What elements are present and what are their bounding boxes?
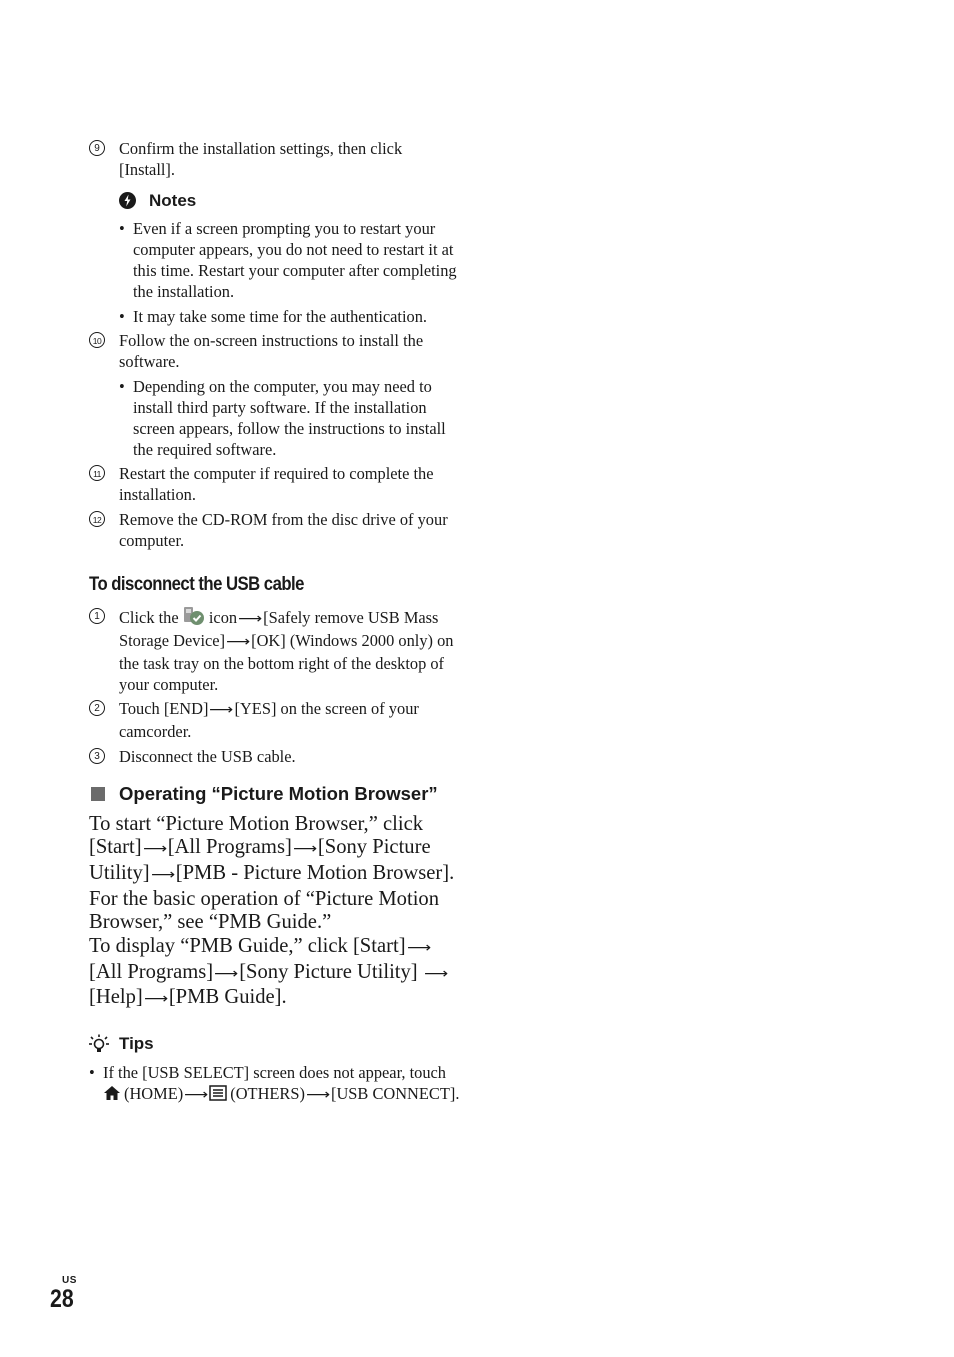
notes-heading-text: Notes: [149, 191, 197, 210]
step-text: Restart the computer if required to complete the installation.: [119, 464, 434, 504]
step-text-rest: [Safely remove USB Mass Storage Device]: [119, 607, 439, 650]
safely-remove-usb-icon: [183, 606, 205, 626]
step-text: Follow the on-screen instructions to install the software.: [119, 331, 424, 371]
pmb-text: To display “PMB Guide,” click [Start]: [89, 935, 406, 958]
pmb-heading-text: Operating “Picture Motion Browser”: [119, 782, 438, 804]
pmb-paragraph-3: [89, 935, 461, 1012]
step-11: [89, 463, 461, 505]
notes-heading: [119, 190, 461, 212]
pmb-text: [All Programs]: [89, 960, 214, 983]
page-number: 28: [50, 1285, 74, 1313]
step-12: [89, 509, 461, 551]
tip-text: [USB CONNECT].: [331, 1084, 460, 1104]
pmb-heading: [89, 781, 461, 807]
tip-item: [89, 1062, 461, 1106]
step-number: 3: [89, 748, 105, 764]
step-number: 2: [89, 700, 105, 716]
arrow-icon: ⟶: [209, 702, 234, 718]
disconnect-heading: To disconnect the USB cable: [89, 573, 304, 595]
others-icon: [209, 1085, 227, 1106]
note-item: • It may take some time for the authentication.: [89, 306, 461, 327]
step-10: [89, 330, 461, 372]
note-item: • Even if a screen prompting you to restart your computer appears, you do not need to restart it at this time. Restart your computer after completing the installation.: [89, 218, 461, 302]
pmb-paragraph-1: [89, 813, 461, 888]
step-number: 10: [89, 332, 105, 348]
disconnect-step-2: [89, 698, 461, 742]
step-10-bullet: • Depending on the computer, you may need to install third party software. If the installation screen appears, follow the instructions to install the required software.: [89, 376, 461, 460]
tips-heading: [89, 1032, 461, 1056]
step-text-post: icon: [208, 607, 238, 627]
step-text: Disconnect the USB cable.: [119, 746, 296, 766]
tip-text: (OTHERS): [230, 1084, 305, 1104]
disconnect-step-1: [89, 606, 461, 695]
arrow-icon: ⟶: [150, 866, 175, 883]
disconnect-step-3: [89, 746, 461, 767]
pmb-paragraph-2: For the basic operation of “Picture Motion Browser,” see “PMB Guide.”: [89, 887, 440, 934]
pmb-text: [Sony Picture Utility]: [239, 960, 418, 983]
arrow-icon: ⟶: [143, 991, 168, 1008]
step-text-post: [YES] on the screen of your camcorder.: [119, 699, 419, 741]
step-number: 12: [89, 511, 105, 527]
step-text-pre: Touch [END]: [119, 699, 209, 718]
pmb-text: [Help]: [89, 986, 143, 1009]
arrow-icon: ⟶: [184, 1087, 209, 1104]
arrow-icon: ⟶: [406, 940, 431, 957]
pmb-text: [PMB - Picture Motion Browser].: [175, 861, 455, 884]
arrow-icon: ⟶: [423, 965, 448, 982]
tips-heading-text: Tips: [119, 1034, 154, 1054]
pmb-text: [All Programs]: [167, 836, 292, 859]
step-number: 11: [89, 465, 105, 481]
pmb-text: [PMB Guide].: [168, 986, 287, 1009]
lightbulb-icon: [89, 1034, 109, 1063]
arrow-icon: ⟶: [142, 841, 167, 858]
arrow-icon: ⟶: [292, 841, 317, 858]
arrow-icon: ⟶: [226, 633, 251, 650]
home-icon: [103, 1085, 121, 1106]
arrow-icon: ⟶: [305, 1087, 331, 1104]
step-number: 9: [89, 140, 105, 156]
notes-icon: [119, 192, 136, 209]
page-footer: [50, 1275, 78, 1312]
step-text-rest2: [OK] (Windows 2000 only) on the task tray on the bottom right of the desktop of your computer.: [119, 630, 454, 694]
pmb-text: To start “Picture Motion Browser,” click [Start]: [89, 812, 424, 859]
tip-text: (HOME): [124, 1084, 184, 1104]
step-text: Confirm the installation settings, then click [Install].: [119, 139, 403, 179]
pmb-text: [Sony Picture Utility]: [89, 836, 431, 884]
tip-text: If the [USB SELECT] screen does not appear, touch: [103, 1063, 446, 1083]
step-number: 1: [89, 608, 105, 624]
step-9: [89, 138, 461, 180]
arrow-icon: ⟶: [238, 610, 263, 627]
step-text: Remove the CD-ROM from the disc drive of your computer.: [119, 509, 448, 550]
arrow-icon: ⟶: [214, 965, 239, 982]
main-column: [89, 138, 461, 1106]
region-label: US: [62, 1275, 77, 1286]
section-square-icon: [91, 787, 105, 801]
step-text-pre: Click the: [119, 607, 179, 627]
